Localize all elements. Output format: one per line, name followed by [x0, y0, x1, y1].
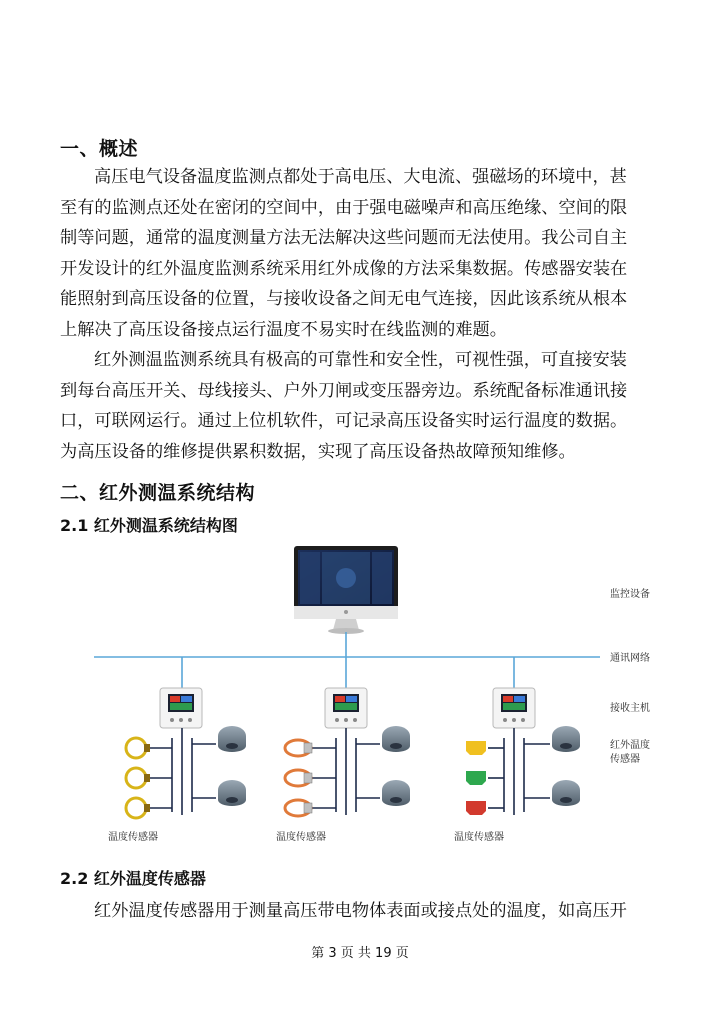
text-line: 口，可联网运行。通过上位机软件，可记录高压设备实时运行温度的数据。: [60, 411, 628, 431]
label-network: 通讯网络: [610, 653, 650, 664]
subsection-title-ir-sensor: 2.2 红外温度传感器: [60, 869, 206, 888]
sensor-bus-lines: [148, 728, 550, 815]
label-group-sensor: 温度传感器: [276, 832, 326, 843]
clip-sensor-icon: [466, 741, 486, 815]
label-group-sensor: 温度传感器: [108, 832, 158, 843]
text-line: 到每台高压开关、母线接头、户外刀闸或变压器旁边。系统配备标准通讯接: [60, 380, 628, 401]
text-line: 高压电气设备温度监测点都处于高电压、大电流、强磁场的环境中，甚: [94, 167, 627, 187]
label-host: 接收主机: [610, 703, 650, 714]
paragraph-overview-1: [60, 162, 654, 345]
label-group-sensor: 温度传感器: [454, 832, 504, 843]
paragraph-ir-sensor: [60, 896, 654, 927]
paragraph-overview-2: [60, 345, 654, 467]
subsection-title-structure-diagram: 2.1 红外测温系统结构图: [60, 516, 238, 535]
text-line: 红外测温监测系统具有极高的可靠性和安全性，可视性强，可直接安装: [94, 350, 627, 370]
text-line: 能照射到高压设备的位置，与接收设备之间无电气连接，因此该系统从根本: [60, 289, 628, 309]
text-line: 为高压设备的维修提供累积数据，实现了高压设备热故障预知维修。: [60, 441, 576, 462]
page-footer: 第 3 页 共 19 页: [311, 946, 409, 961]
label-ir-sensor-line1: 红外温度: [610, 740, 650, 751]
section-title-overview: 一、概述: [60, 138, 139, 160]
section-title-structure: 二、红外测温系统结构: [60, 482, 256, 504]
receiver-host-icon: [160, 688, 202, 728]
monitor-icon: [294, 546, 398, 634]
text-line: 至有的监测点还处在密闭的空间中，由于强电磁噪声和高压绝缘、空间的限: [60, 197, 628, 218]
text-line: 红外温度传感器用于测量高压带电物体表面或接点处的温度，如高压开: [94, 901, 627, 921]
coil-sensor-icon: [126, 738, 146, 818]
receiver-host-icon: [493, 688, 535, 728]
text-line: 开发设计的红外温度监测系统采用红外成像的方法采集数据。传感器安装在: [60, 258, 628, 279]
ir-sensor-icon: [218, 726, 580, 806]
text-line: 上解决了高压设备接点运行温度不易实时在线监测的难题。: [60, 319, 507, 340]
network-lines: [94, 632, 600, 690]
label-monitor: 监控设备: [610, 589, 650, 600]
text-line: 制等问题，通常的温度测量方法无法解决这些问题而无法使用。我公司自主: [60, 228, 628, 248]
receiver-host-icon: [325, 688, 367, 728]
label-ir-sensor-line2: 传感器: [610, 754, 640, 765]
system-structure-diagram: [0, 540, 720, 850]
